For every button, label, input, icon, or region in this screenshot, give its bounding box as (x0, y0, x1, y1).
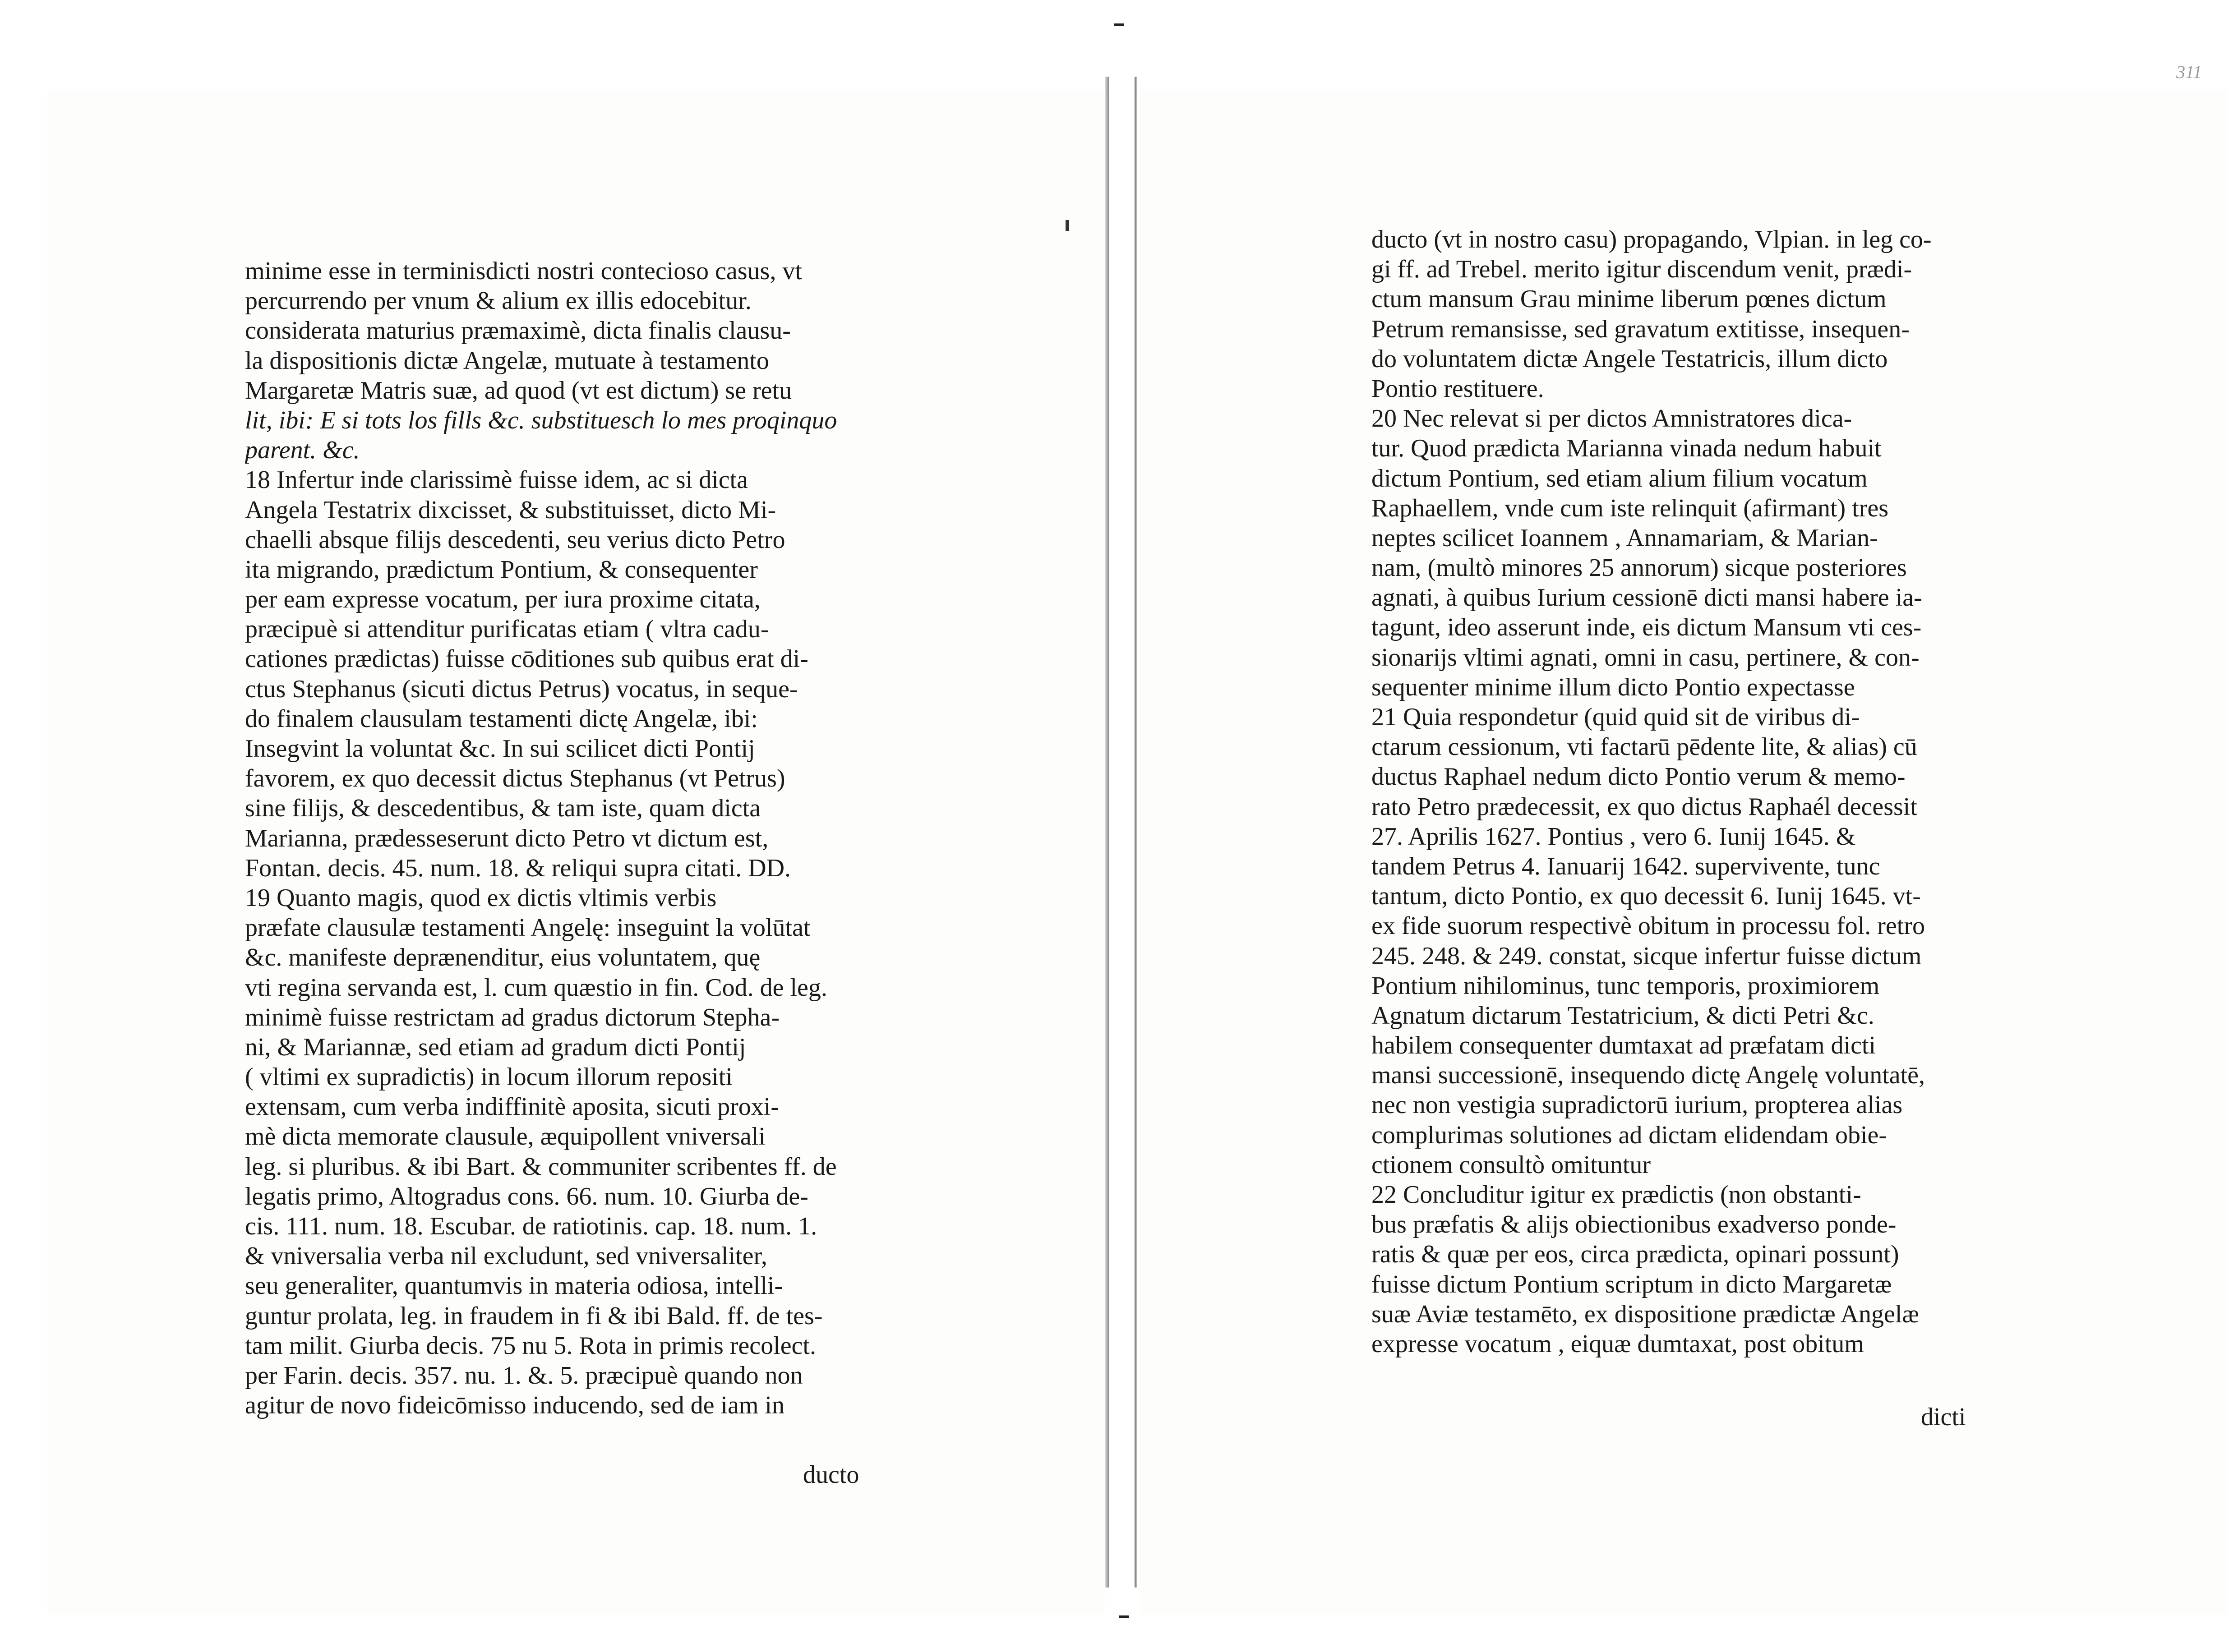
text-line: dictum Pontium, sed etiam alium filium vocatum (1371, 464, 1868, 492)
text-line: vti regina servanda est, l. cum quæstio in fin. Cod. de leg. (245, 973, 827, 1002)
text-line: ctum mansum Grau minime liberum pœnes dictum (1371, 285, 1887, 313)
text-line: nec non vestigia supradictorū iurium, propterea alias (1371, 1091, 1903, 1119)
text-line: agnati, à quibus Iurium cessionē dicti mansi habere ia- (1371, 584, 1922, 612)
text-line: 22 Concluditur igitur ex prædictis (non obstanti- (1371, 1181, 1861, 1209)
text-line: 18 Infertur inde clarissimè fuisse idem, ac si dicta (245, 466, 748, 494)
text-line: 27. Aprilis 1627. Pontius , vero 6. Iunij 1645. & (1371, 822, 1856, 851)
text-line: cis. 111. num. 18. Escubar. de ratiotinis. cap. 18. num. 1. (245, 1212, 817, 1240)
text-line: habilem consequenter dumtaxat ad præfatam dicti (1371, 1031, 1876, 1060)
text-line: minimè fuisse restrictam ad gradus dictorum Stepha- (245, 1003, 780, 1031)
text-line: tandem Petrus 4. Ianuarij 1642. supervivente, tunc (1371, 852, 1880, 880)
text-line: mè dicta memorate clausule, æquipollent vniversali (245, 1123, 766, 1151)
text-line: bus præfatis & alijs obiectionibus exadverso ponde- (1371, 1210, 1897, 1239)
text-line: Raphaellem, vnde cum iste relinquit (afirmant) tres (1371, 494, 1889, 522)
text-line: rato Petro prædecessit, ex quo dictus Raphaél decessit (1371, 792, 1917, 821)
text-line: tam milit. Giurba decis. 75 nu 5. Rota in primis recolect. (245, 1331, 816, 1360)
text-line: ita migrando, prædictum Pontium, & consequenter (245, 555, 758, 584)
text-line: cationes prædictas) fuisse cōditiones sub quibus erat di- (245, 645, 808, 673)
text-line: do finalem clausulam testamenti dictę Angelæ, ibi: (245, 704, 758, 733)
text-line: seu generaliter, quantumvis in materia odiosa, intelli- (245, 1272, 783, 1300)
text-line: neptes scilicet Ioannem , Annamariam, & Marian- (1371, 524, 1878, 552)
text-line: sequenter minime illum dicto Pontio expectasse (1371, 673, 1855, 701)
text-line: favorem, ex quo decessit dictus Stephanus (vt Petrus) (245, 764, 785, 793)
text-line: sionarijs vltimi agnati, omni in casu, pertinere, & con- (1371, 643, 1920, 672)
text-line: ductus Raphael nedum dicto Pontio verum & memo- (1371, 763, 1906, 791)
text-line: 20 Nec relevat si per dictos Amnistratores dica- (1371, 405, 1852, 433)
text-line: ratis & quæ per eos, circa prædicta, opinari possunt) (1371, 1240, 1899, 1269)
text-line: tagunt, ideo asserunt inde, eis dictum Mansum vti ces- (1371, 613, 1922, 642)
text-line: Petrum remansisse, sed gravatum extitisse, insequen- (1371, 315, 1910, 343)
text-line: ex fide suorum respectivè obitum in processu fol. retro (1371, 912, 1925, 940)
text-line: sine filijs, & descedentibus, & tam iste, quam dicta (245, 794, 761, 823)
text-line: tantum, dicto Pontio, ex quo decessit 6. Iunij 1645. vt- (1371, 882, 1921, 911)
text-line: tur. Quod prædicta Marianna vinada nedum habuit (1371, 434, 1882, 463)
text-line: suæ Aviæ testamēto, ex dispositione prædictæ Angelæ (1371, 1300, 1919, 1328)
text-line: chaelli absque filijs descedenti, seu verius dicto Petro (245, 525, 785, 554)
text-line: ctarum cessionum, vti factarū pēdente lite, & alias) cū (1371, 733, 1917, 761)
text-line: extensam, cum verba indiffinitè aposita, sicuti proxi- (245, 1093, 779, 1121)
text-line: ctionem consultò omituntur (1371, 1150, 1651, 1179)
top-center-mark (1114, 23, 1124, 26)
text-line: ni, & Mariannæ, sed etiam ad gradum dicti Pontij (245, 1033, 746, 1061)
binding-gutter-left (1105, 77, 1109, 1588)
text-line: Insegvint la voluntat &c. In sui scilicet dicti Pontij (245, 735, 755, 763)
text-line: &c. manifeste deprænenditur, eius voluntatem, quę (245, 943, 761, 972)
text-line: Agnatum dictarum Testatricium, & dicti Petri &c. (1371, 1001, 1874, 1030)
text-line: Pontium nihilominus, tunc temporis, proximiorem (1371, 971, 1880, 1000)
text-line: percurrendo per vnum & alium ex illis edocebitur. (245, 287, 752, 315)
text-line: do voluntatem dictæ Angele Testatricis, illum dicto (1371, 345, 1888, 373)
left-catchword: ducto (803, 1461, 859, 1489)
text-line: minime esse in terminisdicti nostri contecioso casus, vt (245, 257, 802, 285)
text-line: lit, ibi: E si tots los fills &c. substituesch lo mes proqinquo (245, 406, 837, 434)
folio-number-top: 311 (2176, 62, 2202, 82)
text-line: la dispositionis dictæ Angelæ, mutuate à testamento (245, 346, 769, 375)
text-line: per eam expresse vocatum, per iura proxime citata, (245, 585, 761, 614)
text-line: 245. 248. & 249. constat, sicque infertur fuisse dictum (1371, 942, 1922, 970)
text-line: præcipuè si attenditur purificatas etiam ( vltra cadu- (245, 615, 769, 644)
text-line: Fontan. decis. 45. num. 18. & reliqui supra citati. DD. (245, 854, 791, 882)
left-page-text (245, 256, 913, 1420)
text-line: fuisse dictum Pontium scriptum in dicto Margaretæ (1371, 1270, 1892, 1298)
right-catchword: dicti (1921, 1403, 1966, 1431)
text-line: Angela Testatrix dixcisset, & substituisset, dicto Mi- (245, 496, 776, 524)
text-line: parent. &c. (245, 436, 360, 465)
text-line: complurimas solutiones ad dictam elidendam obie- (1371, 1121, 1887, 1149)
text-line: guntur prolata, leg. in fraudem in fi & ibi Bald. ff. de tes- (245, 1302, 823, 1330)
text-line: nam, (multò minores 25 annorum) sicque posteriores (1371, 554, 1907, 582)
text-line: mansi successionē, insequendo dictę Angelę voluntatē, (1371, 1061, 1925, 1090)
text-line: per Farin. decis. 357. nu. 1. &. 5. præcipuè quando non (245, 1361, 803, 1390)
text-line: considerata maturius præmaximè, dicta finalis clausu- (245, 317, 791, 345)
text-line: Pontio restituere. (1371, 374, 1544, 403)
text-line: 21 Quia respondetur (quid quid sit de viribus di- (1371, 703, 1860, 731)
text-line: ( vltimi ex supradictis) in locum illorum repositi (245, 1063, 733, 1091)
binding-gutter-right (1135, 77, 1137, 1588)
text-line: ctus Stephanus (sicuti dictus Petrus) vocatus, in seque- (245, 675, 798, 703)
text-line: expresse vocatum , eiquæ dumtaxat, post obitum (1371, 1330, 1864, 1358)
text-line: 19 Quanto magis, quod ex dictis vltimis verbis (245, 884, 717, 912)
text-line: Margaretæ Matris suæ, ad quod (vt est dictum) se retu (245, 376, 792, 405)
bottom-center-mark (1119, 1615, 1129, 1618)
gutter-tick (1066, 220, 1069, 231)
right-page-text (1371, 225, 2057, 1359)
text-line: præfate clausulæ testamenti Angelę: inseguint la volūtat (245, 914, 811, 942)
text-line: & vniversalia verba nil excludunt, sed vniversaliter, (245, 1242, 767, 1270)
text-line: gi ff. ad Trebel. merito igitur discendum venit, prædi- (1371, 255, 1912, 284)
text-line: leg. si pluribus. & ibi Bart. & communiter scribentes ff. de (245, 1152, 837, 1181)
text-line: Marianna, prædesseserunt dicto Petro vt dictum est, (245, 824, 769, 852)
text-line: legatis primo, Altogradus cons. 66. num. 10. Giurba de- (245, 1182, 808, 1210)
text-line: agitur de novo fideicōmisso inducendo, sed de iam in (245, 1391, 785, 1420)
text-line: ducto (vt in nostro casu) propagando, Vlpian. in leg co- (1371, 225, 1932, 253)
